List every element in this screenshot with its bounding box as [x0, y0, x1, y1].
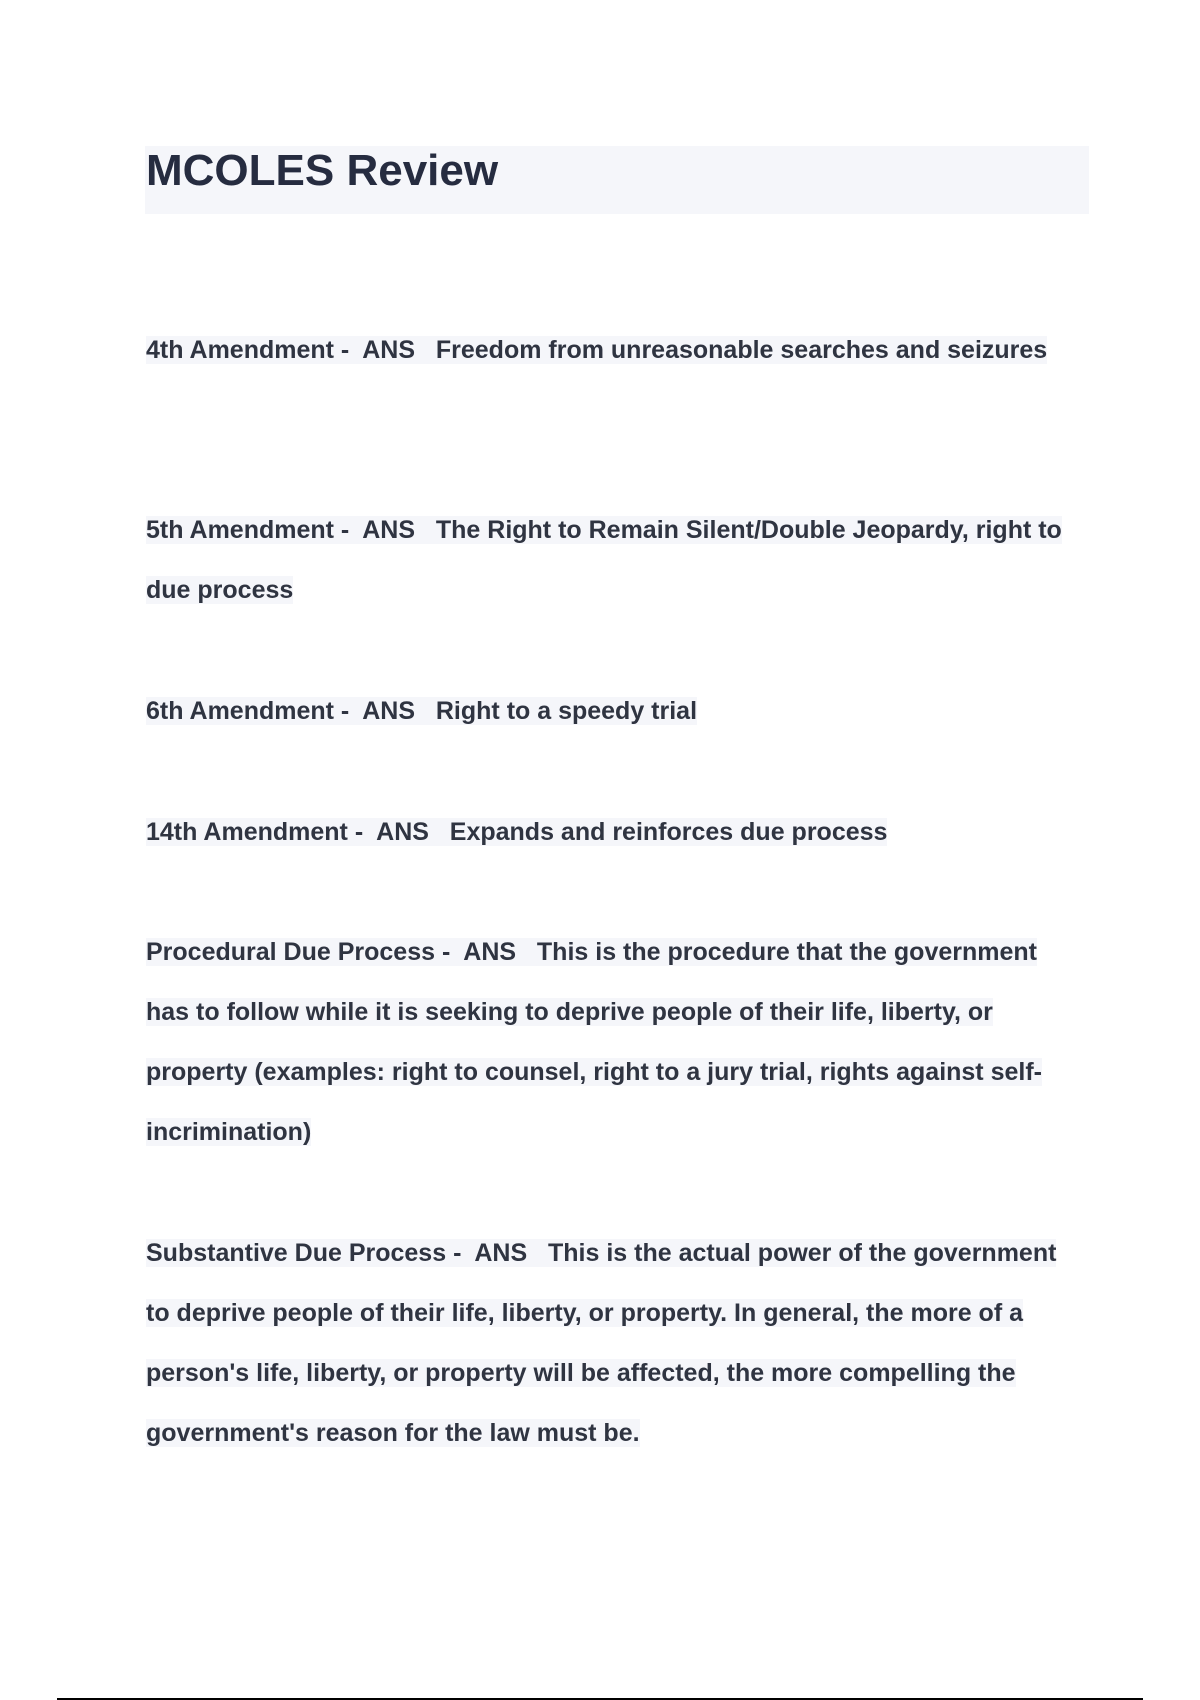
entry-answer: The Right to Remain Silent/Double Jeopardy, right to due process: [146, 516, 1062, 604]
entry-term: 14th Amendment: [146, 818, 348, 846]
entry-answer: Freedom from unreasonable searches and seizures: [435, 336, 1048, 364]
entry-answer: This is the procedure that the government has to follow while it is seeking to deprive people of their life, liberty, or property (examples: right to counsel, right to a jury trial, rights against self-incrimination): [146, 938, 1042, 1146]
entry-separator: -: [446, 1239, 475, 1267]
qa-entry-5th-amendment: [146, 500, 1086, 620]
entry-separator: -: [333, 336, 363, 364]
entry-separator: -: [347, 818, 377, 846]
qa-entry-4th-amendment: [146, 320, 1086, 380]
entry-separator: -: [333, 697, 363, 725]
qa-entry-substantive-due-process: [146, 1223, 1086, 1463]
entry-marker: ANS: [362, 336, 416, 364]
qa-entry-6th-amendment: [146, 681, 1086, 741]
qa-entry-procedural-due-process: [146, 922, 1086, 1162]
entry-term: Procedural Due Process: [146, 938, 436, 966]
page-title: MCOLES Review: [146, 146, 499, 195]
entry-term: Substantive Due Process: [146, 1239, 447, 1267]
entry-separator: -: [435, 938, 464, 966]
entry-separator: -: [333, 516, 363, 544]
entry-answer: This is the actual power of the government to deprive people of their life, liberty, or property. In general, the more of a person's life, liberty, or property will be affected, the more compelling the government's reason for the law must be.: [146, 1239, 1057, 1447]
entry-marker: ANS: [463, 938, 517, 966]
entry-term: 5th Amendment: [146, 516, 334, 544]
entry-answer: Expands and reinforces due process: [449, 818, 888, 846]
entry-marker: ANS: [362, 516, 416, 544]
qa-entry-14th-amendment: [146, 802, 1086, 862]
entry-term: 4th Amendment: [146, 336, 334, 364]
entry-answer: Right to a speedy trial: [435, 697, 698, 725]
entry-term: 6th Amendment: [146, 697, 334, 725]
entry-marker: ANS: [376, 818, 429, 846]
entry-marker: ANS: [362, 697, 416, 725]
entry-marker: ANS: [474, 1239, 528, 1267]
